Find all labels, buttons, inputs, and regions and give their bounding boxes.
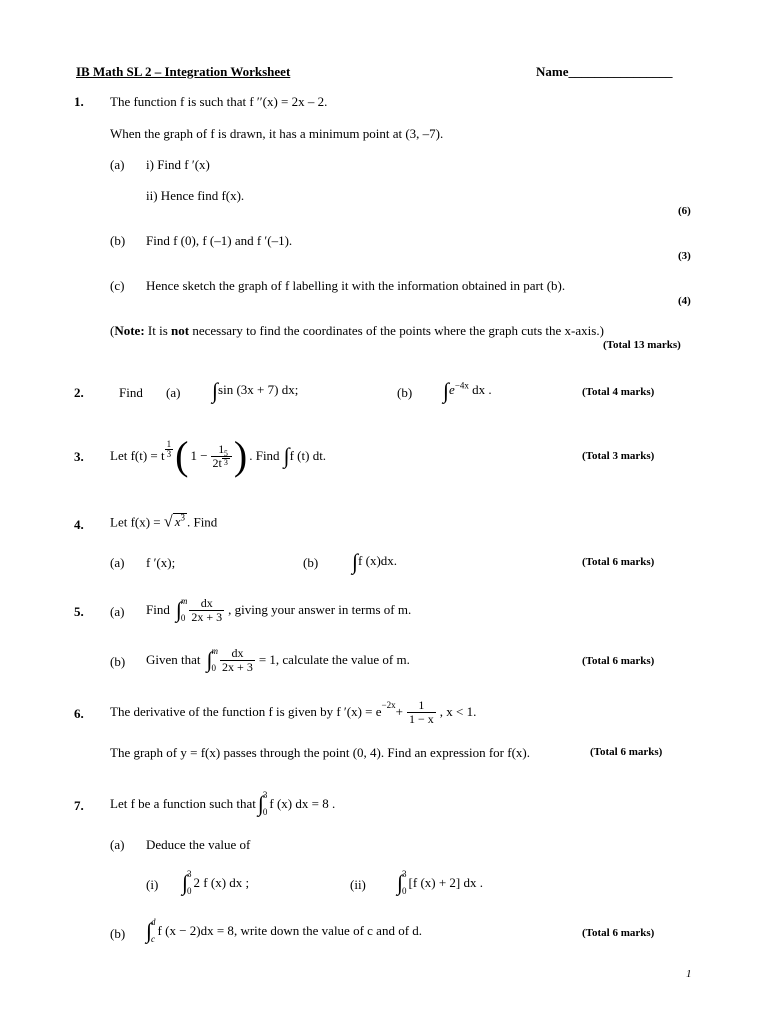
q4a-text: f ′(x);	[146, 555, 176, 570]
q7b-label: (b)	[110, 926, 126, 941]
q5b-limits	[212, 646, 219, 674]
q5b-frac-num: dx	[231, 645, 244, 660]
q5a-frac-den: 2x + 3	[191, 609, 223, 624]
q6-frac-den: 1 − x	[408, 711, 434, 726]
q1-note-text-1: It is	[144, 323, 172, 338]
q5b-upper: m	[211, 646, 219, 656]
q2a-expr	[212, 380, 298, 402]
q3-right-paren: )	[233, 433, 248, 478]
q3-den-exp-num: 5	[223, 449, 228, 459]
name-label: Name	[536, 64, 569, 79]
q1c-marks: (4)	[678, 295, 691, 307]
q5b-expr	[146, 642, 410, 678]
q5a-frac-num: dx	[200, 595, 213, 610]
q1b-marks: (3)	[678, 250, 691, 262]
q6-fraction	[407, 699, 436, 726]
q3-frac-den-base: 2t	[212, 455, 222, 470]
q3-frac-den	[211, 449, 232, 470]
q7-total: (Total 6 marks)	[582, 927, 655, 939]
q7a-i-label: (i)	[146, 877, 159, 892]
q7-lower: 0	[262, 807, 268, 817]
q7-integrand: f (x) dx = 8 .	[269, 796, 336, 811]
q7b-expr	[146, 914, 422, 948]
integral-sign: ∫	[182, 870, 189, 895]
integral-sign: ∫	[212, 378, 219, 403]
integral-sign: ∫	[352, 549, 359, 574]
q6-number: 6.	[74, 706, 84, 721]
q3-let: Let f(t) = t	[110, 448, 165, 463]
q1-note	[110, 323, 604, 339]
q2a-integrand: sin (3x + 7) dx;	[218, 381, 299, 397]
sqrt-icon: √	[163, 513, 173, 531]
q5-total: (Total 6 marks)	[582, 655, 655, 667]
integral-sign: ∫	[206, 647, 213, 672]
q3-exp-num: 1	[166, 438, 172, 449]
q3-exponent	[165, 440, 174, 459]
integral-sign: ∫	[397, 870, 404, 895]
q7-let: Let f be a function such that	[110, 796, 256, 811]
q1b-text: Find f (0), f (–1) and f ′(–1).	[146, 233, 293, 248]
q6-stem-2: The graph of y = f(x) passes through the point (0, 4). Find an expression for f(x).	[110, 745, 530, 760]
q2b-base: e	[449, 381, 455, 397]
q7a-ii-lower: 0	[402, 886, 407, 896]
q7a-text: Deduce the value of	[146, 837, 251, 852]
q7b-upper: d	[151, 917, 156, 927]
q4b-label: (b)	[303, 555, 319, 570]
q7b-limits	[151, 917, 156, 945]
name-field	[536, 64, 673, 80]
q3-integrand: f (t) dt.	[289, 448, 327, 463]
q5b-given: Given that	[146, 652, 201, 667]
q3-one-minus: 1 −	[190, 448, 208, 463]
integral-sign: ∫	[443, 378, 450, 403]
q7-limits	[263, 790, 268, 818]
q1-note-label: Note:	[114, 323, 145, 338]
integral-sign: ∫	[175, 597, 182, 622]
q6-plus: +	[395, 704, 403, 719]
q1a-label: (a)	[110, 157, 125, 172]
q4b-expr	[352, 551, 397, 573]
q1a-i: i) Find f ′(x)	[146, 157, 210, 172]
integral-sign: ∫	[257, 791, 264, 816]
q3-number: 3.	[74, 449, 84, 464]
q5a-fraction	[189, 597, 224, 624]
q4-let: Let f(x) =	[110, 514, 164, 530]
q4b-integrand: f (x)dx.	[358, 552, 398, 568]
q7b-tail: , write down the value of c and of d.	[233, 923, 423, 938]
q2b-dx: dx .	[468, 381, 492, 397]
name-line: ________________	[568, 64, 673, 79]
q1c-text: Hence sketch the graph of f labelling it with the information obtained in part (b).	[146, 278, 566, 293]
q7a-ii-upper: 3	[402, 869, 407, 879]
q3-frac-den-exp	[222, 450, 230, 467]
q7a-i-upper: 3	[187, 869, 192, 879]
q7a-label: (a)	[110, 837, 125, 852]
q7a-ii-integrand: [f (x) + 2] dx .	[408, 875, 484, 890]
q3-total: (Total 3 marks)	[582, 450, 655, 462]
q7a-i-integrand: 2 f (x) dx ;	[193, 875, 250, 890]
q5-number: 5.	[74, 604, 84, 619]
q6-total: (Total 6 marks)	[590, 746, 663, 758]
integral-sign: ∫	[283, 443, 290, 468]
q1-note-text-2: necessary to find the coordinates of the points where the graph cuts the x-axis.)	[189, 323, 604, 338]
q7b-lower: c	[151, 934, 156, 944]
q5a-limits	[181, 596, 188, 624]
q3-expr	[110, 429, 326, 483]
q2a-label: (a)	[166, 385, 181, 400]
q4-stem	[110, 513, 217, 531]
q7-upper: 3	[262, 790, 268, 800]
q6-stem-end: , x < 1.	[439, 704, 477, 719]
q1a-marks: (6)	[678, 205, 691, 217]
q1-stem-2: When the graph of f is drawn, it has a minimum point at (3, –7).	[110, 126, 444, 141]
q3-exp-den: 3	[166, 448, 172, 459]
q5a-expr	[146, 592, 411, 628]
q1a-ii: ii) Hence find f(x).	[146, 188, 245, 203]
q2-find: Find	[119, 385, 143, 400]
q1-number: 1.	[74, 94, 84, 109]
q7-number: 7.	[74, 798, 84, 813]
q5a-tail: , giving your answer in terms of m.	[228, 602, 412, 617]
q4-radicand	[173, 513, 187, 529]
q4a-label: (a)	[110, 555, 125, 570]
q7a-i-expr	[182, 866, 249, 900]
q1-total: (Total 13 marks)	[603, 339, 681, 351]
worksheet-title: IB Math SL 2 – Integration Worksheet	[76, 64, 291, 79]
q3-frac-num: 1	[218, 441, 225, 456]
q7a-ii-expr	[397, 866, 483, 900]
q5b-frac-den: 2x + 3	[222, 659, 253, 674]
q7a-ii-limits	[402, 869, 407, 897]
q2b-exponent: −4x	[454, 380, 469, 391]
q3-left-paren: (	[175, 433, 189, 478]
q3-fraction	[211, 443, 232, 470]
q6-stem-start: The derivative of the function f is given by f ′(x) = e	[110, 704, 382, 719]
q7-stem	[110, 787, 335, 821]
q5b-lower: 0	[211, 663, 217, 673]
q5b-tail: = 1, calculate the value of m.	[258, 652, 410, 667]
q4-radicand-base: x	[174, 514, 181, 530]
q2b-expr	[443, 380, 492, 402]
q3-find: . Find	[249, 448, 280, 463]
integral-sign: ∫	[146, 918, 153, 943]
q4-number: 4.	[74, 517, 84, 532]
q7b-integrand: f (x − 2)dx = 8	[157, 923, 234, 938]
q1b-label: (b)	[110, 233, 126, 248]
q5a-upper: m	[180, 596, 188, 606]
q6-exponent: −2x	[381, 700, 396, 710]
q7a-i-lower: 0	[187, 886, 192, 896]
q6-frac-num: 1	[418, 697, 425, 712]
q1-note-open: (	[110, 323, 115, 338]
q5a-label: (a)	[110, 604, 125, 619]
q7a-i-limits	[187, 869, 192, 897]
q1c-label: (c)	[110, 278, 125, 293]
q7a-ii-label: (ii)	[350, 877, 366, 892]
q5b-fraction	[220, 647, 255, 674]
q4-radicand-exp: 3	[180, 513, 185, 523]
page-number: 1	[686, 968, 692, 980]
q5a-find: Find	[146, 602, 170, 617]
q4-total: (Total 6 marks)	[582, 556, 655, 568]
q5b-label: (b)	[110, 654, 126, 669]
q2b-label: (b)	[397, 385, 413, 400]
q1-stem: The function f is such that f ′′(x) = 2x – 2.	[110, 94, 328, 109]
q3-den-exp-den: 3	[223, 458, 228, 468]
q2-number: 2.	[74, 385, 84, 400]
q1-note-not: not	[171, 323, 190, 338]
q5a-lower: 0	[180, 613, 186, 623]
q6-stem	[110, 694, 476, 730]
q4-find: . Find	[186, 514, 218, 530]
q2-total: (Total 4 marks)	[582, 386, 655, 398]
